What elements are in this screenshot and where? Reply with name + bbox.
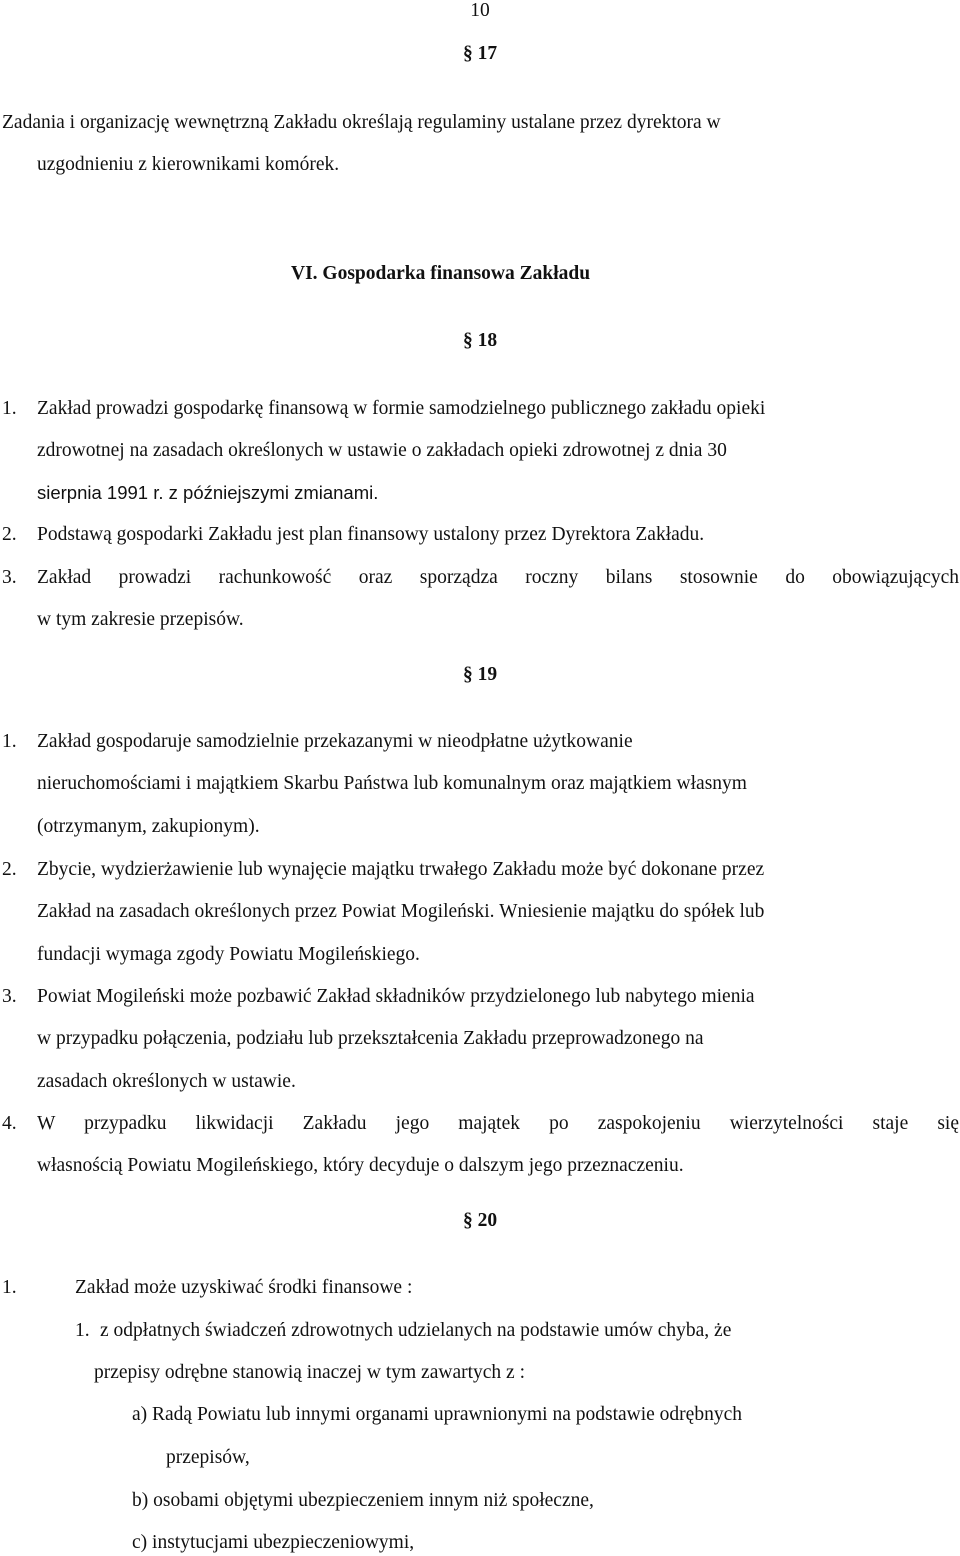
section-19-item-2-line-3: fundacji wymaga zgody Powiatu Mogileńskiego. xyxy=(37,944,420,965)
item-number: 1. xyxy=(2,731,17,752)
section-20-sub-1-line-2: przepisy odrębne stanowią inaczej w tym zawartych z : xyxy=(94,1362,525,1383)
section-19-item-3-line-3: zasadach określonych w ustawie. xyxy=(37,1071,296,1092)
letter-item-c: c) instytucjami ubezpieczeniowymi, xyxy=(132,1532,415,1553)
item-number: 4. xyxy=(2,1113,17,1134)
letter-item-a-line-1: a) Radą Powiatu lub innymi organami uprawnionymi na podstawie odrębnych xyxy=(132,1404,742,1425)
section-19-item-1-line-2: nieruchomościami i majątkiem Skarbu Państwa lub komunalnym oraz majątkiem własnym xyxy=(37,773,747,794)
section-19-item-2-line-1: Zbycie, wydzierżawienie lub wynajęcie majątku trwałego Zakładu może być dokonane przez xyxy=(37,859,765,880)
section-20-sub-1-line-1: z odpłatnych świadczeń zdrowotnych udzielanych na podstawie umów chyba, że xyxy=(100,1320,732,1341)
section-17-heading: § 17 xyxy=(462,43,498,64)
section-18-item-2-line-1: Podstawą gospodarki Zakładu jest plan finansowy ustalony przez Dyrektora Zakładu. xyxy=(37,524,705,545)
section-18-item-1-line-1: Zakład prowadzi gospodarkę finansową w formie samodzielnego publicznego zakładu opieki xyxy=(37,398,766,419)
sub-item-number: 1. xyxy=(75,1320,90,1341)
section-19-item-1-line-1: Zakład gospodaruje samodzielnie przekazanymi w nieodpłatne użytkowanie xyxy=(37,731,633,752)
section-20-heading: § 20 xyxy=(462,1210,498,1231)
item-number: 2. xyxy=(2,859,17,880)
section-19-heading: § 19 xyxy=(462,664,498,685)
item-number: 3. xyxy=(2,986,17,1007)
section-19-item-3-line-1: Powiat Mogileński może pozbawić Zakład składników przydzielonego lub nabytego mienia xyxy=(37,986,755,1007)
section-19-item-1-line-3: (otrzymanym, zakupionym). xyxy=(37,816,260,837)
section-17-line-1: Zadania i organizację wewnętrzną Zakładu określają regulaminy ustalane przez dyrektora w xyxy=(2,112,721,133)
item-number: 1. xyxy=(2,398,17,419)
section-18-item-1-line-3: sierpnia 1991 r. z późniejszymi zmianami. xyxy=(37,482,379,503)
section-18-heading: § 18 xyxy=(462,330,498,351)
section-19-item-4-line-2: własnością Powiatu Mogileńskiego, który decyduje o dalszym jego przeznaczeniu. xyxy=(37,1155,684,1176)
letter-item-a-line-2: przepisów, xyxy=(166,1447,250,1468)
page-number: 10 xyxy=(470,0,490,21)
item-number: 1. xyxy=(2,1277,17,1298)
chapter-title: VI. Gospodarka finansowa Zakładu xyxy=(291,263,591,284)
section-19-item-2-line-2: Zakład na zasadach określonych przez Powiat Mogileński. Wniesienie majątku do spółek lub xyxy=(37,901,765,922)
section-20-item-1-text: Zakład może uzyskiwać środki finansowe : xyxy=(75,1277,413,1298)
section-18-item-3-line-1: Zakład prowadzi rachunkowość oraz sporządza roczny bilans stosownie do obowiązujących xyxy=(37,567,959,588)
section-17-line-2: uzgodnieniu z kierownikami komórek. xyxy=(37,154,340,175)
letter-item-b: b) osobami objętymi ubezpieczeniem innym niż społeczne, xyxy=(132,1490,594,1511)
section-18-item-1-line-2: zdrowotnej na zasadach określonych w ustawie o zakładach opieki zdrowotnej z dnia 30 xyxy=(37,440,727,461)
item-number: 3. xyxy=(2,567,17,588)
section-19-item-3-line-2: w przypadku połączenia, podziału lub przekształcenia Zakładu przeprowadzonego na xyxy=(37,1028,704,1049)
item-number: 2. xyxy=(2,524,17,545)
section-19-item-4-line-1: W przypadku likwidacji Zakładu jego majątek po zaspokojeniu wierzytelności staje się xyxy=(37,1113,959,1134)
section-18-item-3-line-2: w tym zakresie przepisów. xyxy=(37,609,244,630)
